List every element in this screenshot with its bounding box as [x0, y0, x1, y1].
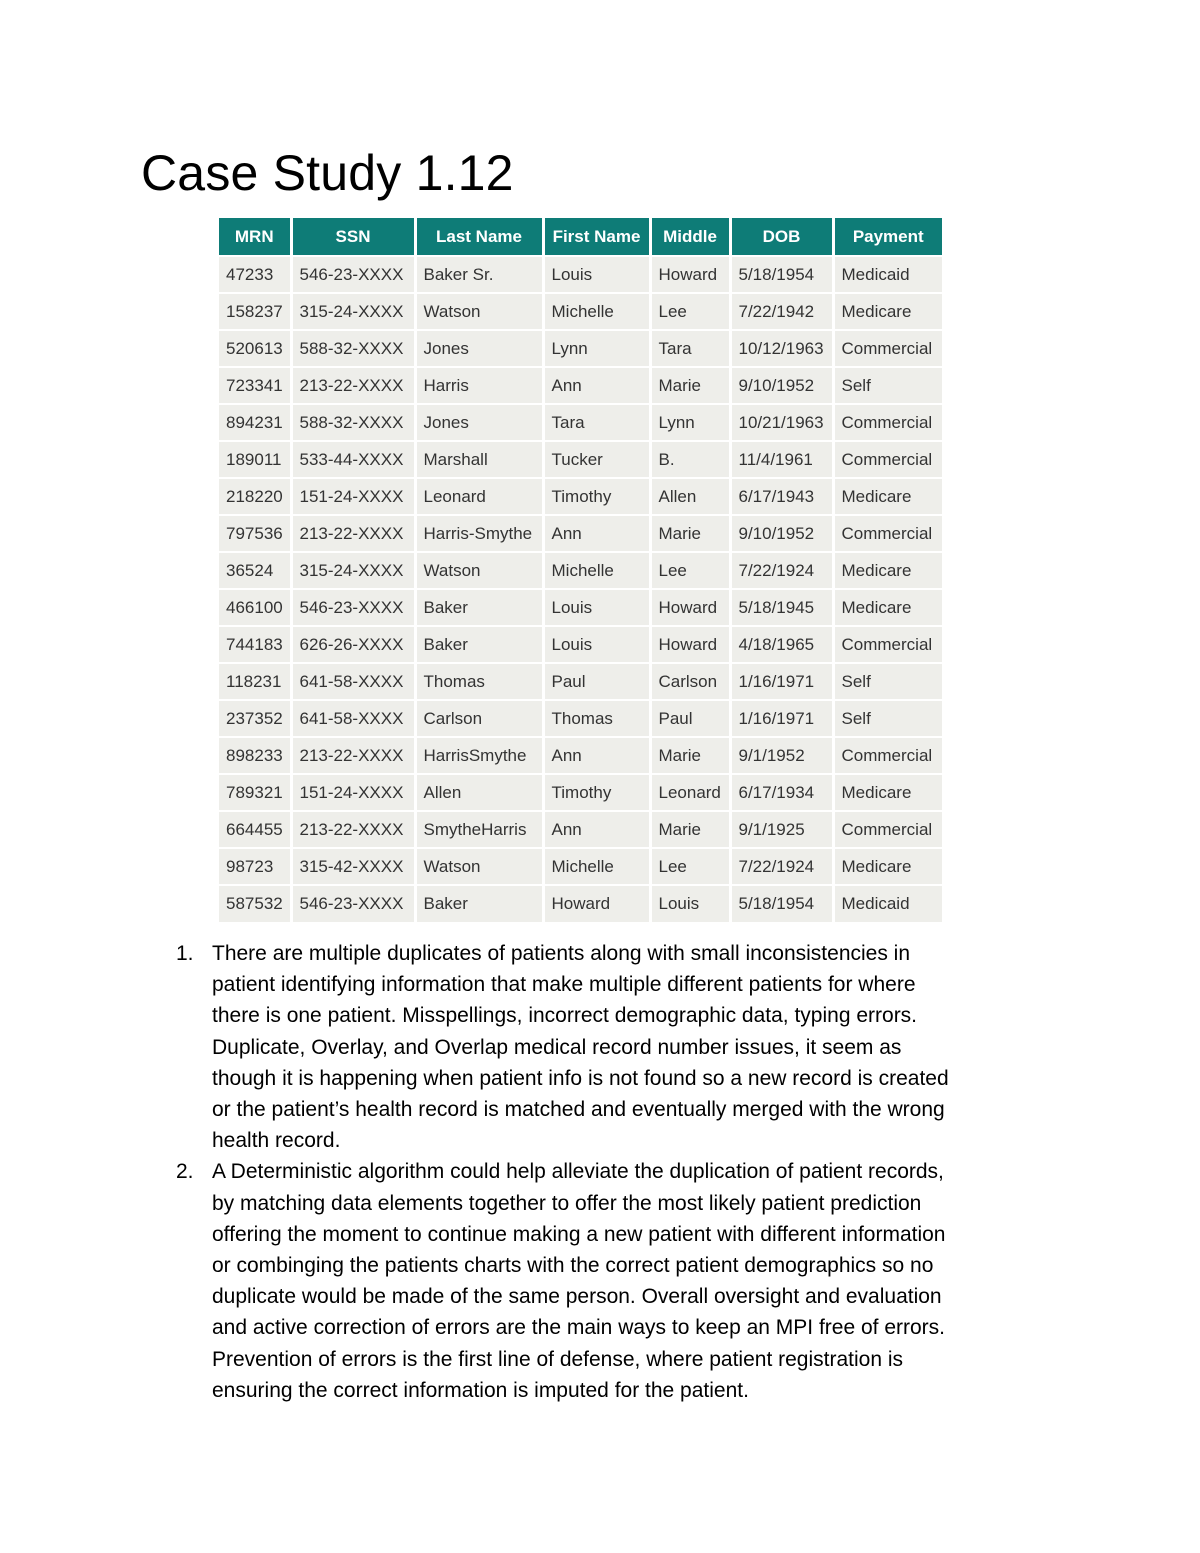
table-cell: Watson	[415, 552, 543, 589]
table-cell: Lynn	[650, 404, 730, 441]
table-cell: 546-23-XXXX	[291, 256, 415, 293]
table-cell: 315-24-XXXX	[291, 293, 415, 330]
table-cell: 36524	[219, 552, 291, 589]
answer-line: Duplicate, Overlay, and Overlap medical record number issues, it seem as	[212, 1035, 902, 1059]
table-cell: Baker	[415, 626, 543, 663]
answer-line: though it is happening when patient info is not found so a new record is created	[212, 1066, 949, 1090]
answer-line: or the patient’s health record is matched and eventually merged with the wrong	[212, 1098, 945, 1122]
table-cell: Baker	[415, 885, 543, 922]
column-header-last-name: Last Name	[415, 218, 543, 256]
table-cell: 466100	[219, 589, 291, 626]
table-row	[219, 256, 942, 293]
table-cell: Jones	[415, 404, 543, 441]
table-cell: Ann	[543, 811, 650, 848]
table-cell: Paul	[543, 663, 650, 700]
table-cell: Commercial	[833, 404, 942, 441]
table-cell: 218220	[219, 478, 291, 515]
answer-line: ensuring the correct information is imputed for the patient.	[212, 1378, 749, 1402]
table-cell: 520613	[219, 330, 291, 367]
table-cell: 6/17/1934	[730, 774, 833, 811]
answer-line: or combinging the patients charts with the correct patient demographics so no	[212, 1254, 934, 1278]
table-cell: 641-58-XXXX	[291, 663, 415, 700]
table-cell: Medicare	[833, 589, 942, 626]
answer-line: there is one patient. Misspellings, incorrect demographic data, typing errors.	[212, 1004, 918, 1028]
table-cell: 9/10/1952	[730, 515, 833, 552]
table-cell: 5/18/1954	[730, 256, 833, 293]
table-cell: Medicare	[833, 848, 942, 885]
table-cell: Timothy	[543, 774, 650, 811]
table-cell: Baker	[415, 589, 543, 626]
table-cell: Lee	[650, 552, 730, 589]
table-cell: Medicare	[833, 478, 942, 515]
table-cell: Leonard	[650, 774, 730, 811]
table-cell: Louis	[650, 885, 730, 922]
table-cell: Lee	[650, 848, 730, 885]
table-cell: Commercial	[833, 330, 942, 367]
table-cell: 797536	[219, 515, 291, 552]
table-cell: 664455	[219, 811, 291, 848]
table-cell: 588-32-XXXX	[291, 330, 415, 367]
table-cell: Allen	[415, 774, 543, 811]
table-cell: Commercial	[833, 626, 942, 663]
table-cell: 213-22-XXXX	[291, 737, 415, 774]
table-cell: 158237	[219, 293, 291, 330]
table-cell: 7/22/1924	[730, 848, 833, 885]
table-cell: 533-44-XXXX	[291, 441, 415, 478]
table-cell: Howard	[650, 626, 730, 663]
table-cell: Carlson	[415, 700, 543, 737]
table-cell: 588-32-XXXX	[291, 404, 415, 441]
table-cell: 1/16/1971	[730, 663, 833, 700]
answer-line: by matching data elements together to offer the most likely patient prediction	[212, 1191, 922, 1215]
table-cell: Tara	[650, 330, 730, 367]
table-cell: B.	[650, 441, 730, 478]
table-cell: 315-24-XXXX	[291, 552, 415, 589]
answer-line: A Deterministic algorithm could help alleviate the duplication of patient records,	[212, 1160, 944, 1184]
table-cell: Jones	[415, 330, 543, 367]
table-cell: Howard	[650, 256, 730, 293]
table-cell: Leonard	[415, 478, 543, 515]
table-row	[219, 626, 942, 663]
table-cell: 7/22/1942	[730, 293, 833, 330]
answer-item	[176, 938, 1056, 1156]
table-row	[219, 663, 942, 700]
table-cell: Howard	[543, 885, 650, 922]
table-cell: 626-26-XXXX	[291, 626, 415, 663]
table-cell: Carlson	[650, 663, 730, 700]
answer-line: There are multiple duplicates of patients along with small inconsistencies in	[212, 942, 911, 965]
column-header-first-name: First Name	[543, 218, 650, 256]
table-cell: Marie	[650, 737, 730, 774]
answer-number: 2.	[176, 1160, 194, 1184]
table-cell: Baker Sr.	[415, 256, 543, 293]
table-cell: 546-23-XXXX	[291, 589, 415, 626]
table-cell: Tucker	[543, 441, 650, 478]
table-cell: Medicaid	[833, 256, 942, 293]
table-cell: 47233	[219, 256, 291, 293]
page-title: Case Study 1.12	[141, 145, 514, 201]
table-body	[219, 256, 942, 922]
table-cell: Paul	[650, 700, 730, 737]
answer-line: and active correction of errors are the main ways to keep an MPI free of errors.	[212, 1316, 945, 1340]
table-cell: Thomas	[543, 700, 650, 737]
answer-line: duplicate would be made of the same person. Overall oversight and evaluation	[212, 1285, 942, 1309]
table-cell: 213-22-XXXX	[291, 515, 415, 552]
table-cell: 894231	[219, 404, 291, 441]
table-row	[219, 552, 942, 589]
table-cell: Commercial	[833, 737, 942, 774]
table-cell: 9/10/1952	[730, 367, 833, 404]
table-cell: 9/1/1952	[730, 737, 833, 774]
table-row	[219, 330, 942, 367]
table-cell: 118231	[219, 663, 291, 700]
answer-number: 1.	[176, 942, 194, 965]
table-cell: Medicare	[833, 774, 942, 811]
table-row	[219, 774, 942, 811]
table-row	[219, 848, 942, 885]
table-row	[219, 404, 942, 441]
table-row	[219, 885, 942, 922]
table-cell: 237352	[219, 700, 291, 737]
table-cell: Ann	[543, 367, 650, 404]
table-row	[219, 737, 942, 774]
table-cell: Lee	[650, 293, 730, 330]
table-cell: Ann	[543, 515, 650, 552]
table-cell: Thomas	[415, 663, 543, 700]
table-cell: Marshall	[415, 441, 543, 478]
table-cell: Lynn	[543, 330, 650, 367]
table-cell: Michelle	[543, 293, 650, 330]
table-row	[219, 293, 942, 330]
column-header-middle: Middle	[650, 218, 730, 256]
column-header-mrn: MRN	[219, 218, 291, 256]
table-cell: 789321	[219, 774, 291, 811]
table-cell: Michelle	[543, 552, 650, 589]
table-cell: 6/17/1943	[730, 478, 833, 515]
table-row	[219, 441, 942, 478]
table-cell: Commercial	[833, 811, 942, 848]
table-cell: 744183	[219, 626, 291, 663]
table-cell: Howard	[650, 589, 730, 626]
table-cell: Ann	[543, 737, 650, 774]
table-cell: Marie	[650, 367, 730, 404]
table-cell: Watson	[415, 848, 543, 885]
answer-line: patient identifying information that make multiple different patients for where	[212, 973, 916, 997]
table-header-row	[219, 218, 942, 256]
table-cell: Allen	[650, 478, 730, 515]
answer-list	[176, 938, 1056, 1406]
table-cell: Self	[833, 700, 942, 737]
table-cell: 723341	[219, 367, 291, 404]
table-row	[219, 811, 942, 848]
table-cell: Watson	[415, 293, 543, 330]
table-cell: 189011	[219, 441, 291, 478]
answer-item	[176, 1156, 1056, 1406]
answer-line: offering the moment to continue making a new patient with different information	[212, 1222, 946, 1246]
table-cell: Self	[833, 367, 942, 404]
table-cell: 151-24-XXXX	[291, 774, 415, 811]
table-cell: Marie	[650, 811, 730, 848]
table-row	[219, 515, 942, 552]
table-cell: 7/22/1924	[730, 552, 833, 589]
table-cell: 641-58-XXXX	[291, 700, 415, 737]
table-cell: Medicare	[833, 552, 942, 589]
table-cell: 151-24-XXXX	[291, 478, 415, 515]
table-cell: 315-42-XXXX	[291, 848, 415, 885]
table-row	[219, 589, 942, 626]
table-cell: 10/12/1963	[730, 330, 833, 367]
table-cell: 5/18/1954	[730, 885, 833, 922]
table-cell: 1/16/1971	[730, 700, 833, 737]
column-header-ssn: SSN	[291, 218, 415, 256]
column-header-payment: Payment	[833, 218, 942, 256]
table-cell: Commercial	[833, 441, 942, 478]
table-cell: 213-22-XXXX	[291, 367, 415, 404]
table-cell: 587532	[219, 885, 291, 922]
table-cell: Michelle	[543, 848, 650, 885]
table-cell: 213-22-XXXX	[291, 811, 415, 848]
table-cell: 546-23-XXXX	[291, 885, 415, 922]
table-cell: Harris-Smythe	[415, 515, 543, 552]
table-cell: Harris	[415, 367, 543, 404]
table-cell: Marie	[650, 515, 730, 552]
table-cell: Self	[833, 663, 942, 700]
table-cell: Louis	[543, 589, 650, 626]
table-row	[219, 700, 942, 737]
table-cell: Medicaid	[833, 885, 942, 922]
table-cell: SmytheHarris	[415, 811, 543, 848]
table-cell: Tara	[543, 404, 650, 441]
table-cell: 898233	[219, 737, 291, 774]
table-cell: 4/18/1965	[730, 626, 833, 663]
answer-line: Prevention of errors is the first line of defense, where patient registration is	[212, 1347, 904, 1371]
column-header-dob: DOB	[730, 218, 833, 256]
table-cell: Louis	[543, 626, 650, 663]
table-cell: Louis	[543, 256, 650, 293]
table-row	[219, 478, 942, 515]
table-cell: 11/4/1961	[730, 441, 833, 478]
table-cell: 98723	[219, 848, 291, 885]
patient-index-table	[219, 218, 942, 922]
table-cell: Timothy	[543, 478, 650, 515]
table-cell: Medicare	[833, 293, 942, 330]
table-cell: 9/1/1925	[730, 811, 833, 848]
table-cell: HarrisSmythe	[415, 737, 543, 774]
table-cell: Commercial	[833, 515, 942, 552]
table-row	[219, 367, 942, 404]
answer-line: health record.	[212, 1129, 341, 1153]
table-cell: 10/21/1963	[730, 404, 833, 441]
table-cell: 5/18/1945	[730, 589, 833, 626]
